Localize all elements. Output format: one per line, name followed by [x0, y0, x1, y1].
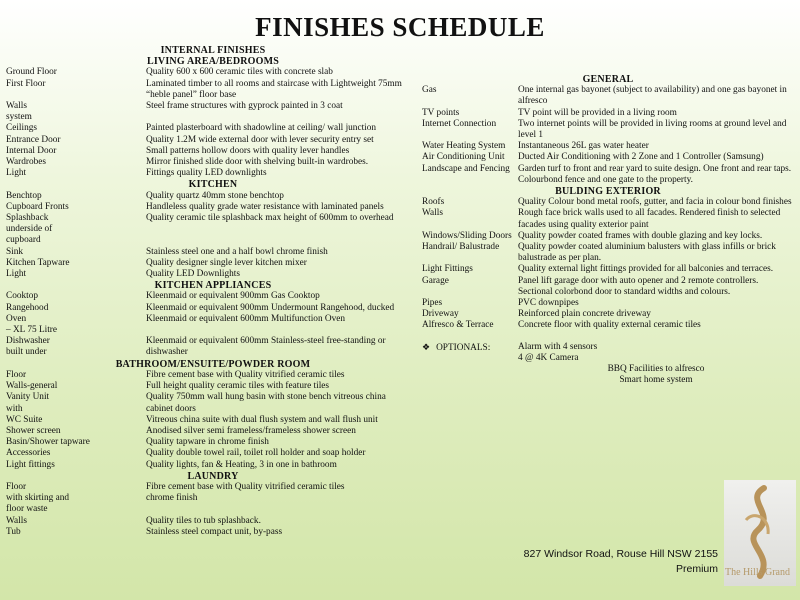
exterior-list: [422, 197, 794, 331]
general-list: [422, 85, 794, 186]
schedule-row-label: Accessories: [6, 448, 51, 459]
schedule-row-label: WC Suite: [6, 414, 43, 425]
schedule-row: [6, 157, 420, 168]
schedule-row: [6, 101, 420, 112]
schedule-row-label: Walls: [6, 515, 27, 526]
schedule-row: [6, 112, 420, 123]
schedule-row-value: Quality tiles to tub splashback.: [146, 515, 261, 526]
schedule-row-label: Internet Connection: [422, 118, 497, 129]
general-exterior-column: [422, 74, 794, 386]
schedule-row: [6, 168, 420, 179]
schedule-row-value: Quality quartz 40mm stone benchtop: [146, 190, 284, 201]
schedule-row-label: Ceilings: [6, 123, 37, 134]
schedule-row-label: Rangehood: [6, 302, 49, 313]
schedule-row-value: [146, 504, 420, 515]
schedule-row-label: Kitchen Tapware: [6, 257, 70, 268]
schedule-row-label: TV points: [422, 107, 460, 118]
schedule-row: [6, 79, 420, 101]
schedule-row: [6, 235, 420, 246]
schedule-row-label: system: [6, 112, 32, 123]
schedule-row-label: Sink: [6, 246, 24, 257]
schedule-row-value: Fibre cement base with Quality vitrified ceramic tiles: [146, 369, 345, 380]
schedule-row-value: Quality tapware in chrome finish: [146, 437, 269, 448]
schedule-row: [422, 119, 794, 141]
schedule-row-value: Kleenmaid or equivalent 600mm Stainless-steel free-standing or: [146, 336, 386, 347]
schedule-row-label: Light Fittings: [422, 264, 473, 275]
schedule-row-label: Dishwasher: [6, 336, 50, 347]
schedule-row-label: First Floor: [6, 78, 46, 89]
schedule-row: [6, 370, 420, 381]
schedule-row-value: PVC downpipes: [518, 298, 579, 309]
schedule-row-label: floor waste: [6, 504, 48, 515]
schedule-row-label: Walls-general: [6, 381, 58, 392]
schedule-row-value: dishwasher: [146, 347, 188, 358]
schedule-row: [6, 448, 420, 459]
optional-item: 4 @ 4K Camera: [518, 352, 579, 363]
laundry-list: [6, 482, 420, 538]
schedule-row-value: Full height quality ceramic tiles with feature tiles: [146, 381, 330, 392]
schedule-row: [422, 264, 794, 275]
schedule-row-label: with skirting and: [6, 493, 70, 504]
schedule-row: [6, 291, 420, 302]
schedule-row-value: Laminated timber to all rooms and staircase with Lightweight 75mm “heble panel” floor base: [146, 78, 402, 100]
general-heading: GENERAL: [582, 74, 634, 85]
schedule-row-label: Floor: [6, 369, 27, 380]
schedule-row: [422, 276, 794, 298]
schedule-row: [422, 85, 794, 107]
optionals-block: [422, 342, 794, 387]
schedule-row-value: Vitreous china suite with dual flush system and wall flush unit: [146, 414, 378, 425]
schedule-row: [422, 231, 794, 242]
schedule-row: [6, 347, 420, 358]
schedule-row-label: Splashback: [6, 213, 49, 224]
schedule-row: [6, 213, 420, 224]
schedule-row-value: Instantaneous 26L gas water heater: [518, 141, 649, 152]
schedule-row-value: Kleenmaid or equivalent 900mm Undermount Rangehood, ducked: [146, 302, 395, 313]
schedule-row: [422, 141, 794, 152]
schedule-row-label: cupboard: [6, 235, 41, 246]
schedule-row-value: Garden turf to front and rear yard to suite design. One front and rear taps. Colourbond fence and one gate to the property.: [518, 163, 792, 185]
schedule-row-label: Floor: [6, 481, 27, 492]
laundry-heading: LAUNDRY: [187, 470, 239, 482]
schedule-row-label: Cooktop: [6, 291, 39, 302]
schedule-row-label: Basin/Shower tapware: [6, 437, 90, 448]
optional-item: Alarm with 4 sensors: [518, 341, 598, 352]
schedule-row-value: cabinet doors: [146, 403, 196, 414]
schedule-row: [6, 392, 420, 403]
schedule-row-label: Light fittings: [6, 459, 55, 470]
page-title: FINISHES SCHEDULE: [255, 12, 545, 42]
schedule-row-label: Gas: [422, 85, 437, 96]
optional-item: BBQ Facilities to alfresco: [607, 364, 705, 375]
schedule-row-value: [146, 224, 420, 235]
schedule-row: [6, 146, 420, 157]
internal-finishes-heading: INTERNAL FINISHES: [160, 45, 266, 56]
schedule-row-label: Handrail/ Balustrade: [422, 242, 500, 253]
schedule-row: [6, 258, 420, 269]
address-block: [512, 547, 718, 577]
schedule-row-label: Driveway: [422, 309, 459, 320]
schedule-row-label: Shower screen: [6, 425, 61, 436]
schedule-row-value: [146, 235, 420, 246]
internal-finishes-column: [6, 45, 420, 538]
schedule-row-label: Alfresco & Terrace: [422, 320, 494, 331]
schedule-row-label: Windows/Sliding Doors: [422, 230, 512, 241]
schedule-row-label: Walls: [6, 101, 27, 112]
schedule-row-value: Quality ceramic tile splashback max height of 600mm to overhead: [146, 213, 394, 224]
schedule-row-label: Pipes: [422, 298, 443, 309]
schedule-row-label: Benchtop: [6, 190, 42, 201]
schedule-row-label: Garage: [422, 275, 449, 286]
schedule-row: [6, 269, 420, 280]
schedule-row-value: Quality 600 x 600 ceramic tiles with concrete slab: [146, 67, 333, 78]
schedule-row-value: Stainless steel compact unit, by-pass: [146, 526, 283, 537]
optional-item: Smart home system: [619, 375, 693, 386]
schedule-row-value: Painted plasterboard with shadowline at ceiling/ wall junction: [146, 123, 377, 134]
schedule-row-value: Quality designer single lever kitchen mixer: [146, 257, 307, 268]
schedule-row: [6, 247, 420, 258]
schedule-row-value: Fittings quality LED downlights: [146, 168, 267, 179]
schedule-row-value: TV point will be provided in a living room: [518, 107, 677, 118]
schedule-row-label: underside of: [6, 224, 53, 235]
schedule-row: [6, 191, 420, 202]
logo-text: The Hills Grand: [725, 567, 790, 578]
schedule-row: [422, 108, 794, 119]
schedule-row: [422, 320, 794, 331]
schedule-row: [6, 325, 420, 336]
schedule-row: [6, 123, 420, 134]
schedule-row-value: Small patterns hollow doors with quality lever handles: [146, 145, 350, 156]
schedule-row-value: Handleless quality grade water resistance with laminated panels: [146, 201, 384, 212]
kitchen-heading: KITCHEN: [188, 179, 238, 191]
schedule-row-value: Stainless steel one and a half bowl chrome finish: [146, 246, 328, 257]
schedule-row-value: Kleenmaid or equivalent 600mm Multifunction Oven: [146, 313, 346, 324]
schedule-row-value: Kleenmaid or equivalent 900mm Gas Cooktop: [146, 291, 320, 302]
schedule-row: [422, 164, 794, 186]
schedule-row-value: Quality LED Downlights: [146, 269, 240, 280]
schedule-row: [6, 381, 420, 392]
exterior-heading: BULDING EXTERIOR: [555, 186, 661, 198]
schedule-row-value: Concrete floor with quality external ceramic tiles: [518, 320, 701, 331]
living-area-list: [6, 67, 420, 179]
schedule-row-value: Quality lights, fan & Heating, 3 in one in bathroom: [146, 459, 337, 470]
appliances-list: [6, 291, 420, 358]
schedule-row-label: Internal Door: [6, 145, 57, 156]
schedule-row-label: Light: [6, 269, 27, 280]
schedule-row-value: One internal gas bayonet (subject to availability) and one gas bayonet in alfresco: [518, 85, 787, 107]
schedule-row: [422, 208, 794, 230]
kitchen-appliances-heading: KITCHEN APPLIANCES: [154, 280, 272, 292]
schedule-row-value: Mirror finished slide door with shelving built-in wardrobes.: [146, 157, 369, 168]
schedule-row-label: Oven: [6, 313, 27, 324]
schedule-row-label: Water Heating System: [422, 141, 506, 152]
schedule-row: [6, 202, 420, 213]
schedule-row-value: Quality double towel rail, toilet roll holder and soap holder: [146, 448, 366, 459]
schedule-row: [6, 67, 420, 78]
schedule-row-label: Walls: [422, 208, 443, 219]
schedule-row-value: [146, 325, 420, 336]
schedule-row: [6, 336, 420, 347]
schedule-row-value: chrome finish: [146, 493, 198, 504]
schedule-row: [6, 135, 420, 146]
schedule-row-label: Air Conditioning Unit: [422, 152, 505, 163]
schedule-row-value: Steel frame structures with gyprock painted in 3 coat: [146, 101, 343, 112]
schedule-row: [6, 460, 420, 471]
schedule-row-label: Entrance Door: [6, 134, 61, 145]
kitchen-list: [6, 191, 420, 281]
schedule-row-label: with: [6, 403, 23, 414]
schedule-row-label: Vanity Unit: [6, 392, 50, 403]
schedule-row-value: Fibre cement base with Quality vitrified ceramic tiles: [146, 481, 345, 492]
schedule-row-value: Quality powder coated aluminium balusters with glass infills or brick balustrade as per plan.: [518, 242, 776, 264]
schedule-row: [6, 437, 420, 448]
schedule-row: [6, 516, 420, 527]
optionals-label: OPTIONALS:: [436, 342, 491, 353]
schedule-row: [422, 298, 794, 309]
schedule-row: [6, 426, 420, 437]
living-area-heading: LIVING AREA/BEDROOMS: [146, 56, 280, 68]
schedule-row-value: Ducted Air Conditioning with 2 Zone and 1 Controller (Samsung): [518, 152, 764, 163]
schedule-row-value: Anodised silver semi frameless/frameless shower screen: [146, 425, 356, 436]
schedule-row-value: Two internet points will be provided in living rooms at ground level and level 1: [518, 118, 787, 141]
schedule-row-label: Light: [6, 168, 27, 179]
schedule-row: [422, 309, 794, 320]
schedule-row-value: Quality powder coated frames with double glazing and key locks.: [518, 230, 763, 241]
schedule-row-value: Quality Colour bond metal roofs, gutter, and facia in colour bond finishes: [518, 197, 792, 208]
schedule-row-value: [146, 112, 420, 123]
schedule-row-label: Wardrobes: [6, 157, 47, 168]
schedule-row-label: Landscape and Fencing: [422, 163, 510, 174]
schedule-row: [6, 314, 420, 325]
schedule-row: [422, 242, 794, 264]
schedule-row: [6, 415, 420, 426]
schedule-row-label: built under: [6, 347, 47, 358]
schedule-row-value: Quality 750mm wall hung basin with stone bench vitreous china: [146, 392, 386, 403]
schedule-row-value: Panel lift garage door with auto opener and 2 remote controllers. Sectional colorbond door to standard widths and colours.: [518, 275, 759, 297]
schedule-row-label: – XL 75 Litre: [6, 325, 58, 336]
schedule-row-value: Reinforced plain concrete driveway: [518, 309, 651, 320]
schedule-row: [6, 303, 420, 314]
schedule-row-label: Tub: [6, 526, 21, 537]
schedule-row: [422, 152, 794, 163]
schedule-row-label: Roofs: [422, 197, 445, 208]
schedule-row: [6, 527, 420, 538]
schedule-row: [6, 482, 420, 493]
schedule-row: [6, 224, 420, 235]
schedule-row-label: Ground Floor: [6, 67, 57, 78]
schedule-row: [422, 197, 794, 208]
schedule-row: [6, 493, 420, 504]
schedule-row: [6, 504, 420, 515]
premium-tag: Premium: [675, 563, 718, 575]
schedule-row-value: Rough face brick walls used to all facades. Rendered finish to selected facades using quality exterior paint: [518, 208, 781, 230]
bathroom-list: [6, 370, 420, 471]
diamond-bullet-icon: ❖: [422, 341, 431, 352]
schedule-row: [6, 404, 420, 415]
schedule-row-label: Cupboard Fronts: [6, 201, 69, 212]
address: 827 Windsor Road, Rouse Hill NSW 2155: [523, 548, 718, 560]
schedule-row-value: Quality 1.2M wide external door with lever security entry set: [146, 134, 374, 145]
schedule-row-value: Quality external light fittings provided for all balconies and terraces.: [518, 264, 774, 275]
bathroom-heading: BATHROOM/ENSUITE/POWDER ROOM: [115, 358, 311, 370]
